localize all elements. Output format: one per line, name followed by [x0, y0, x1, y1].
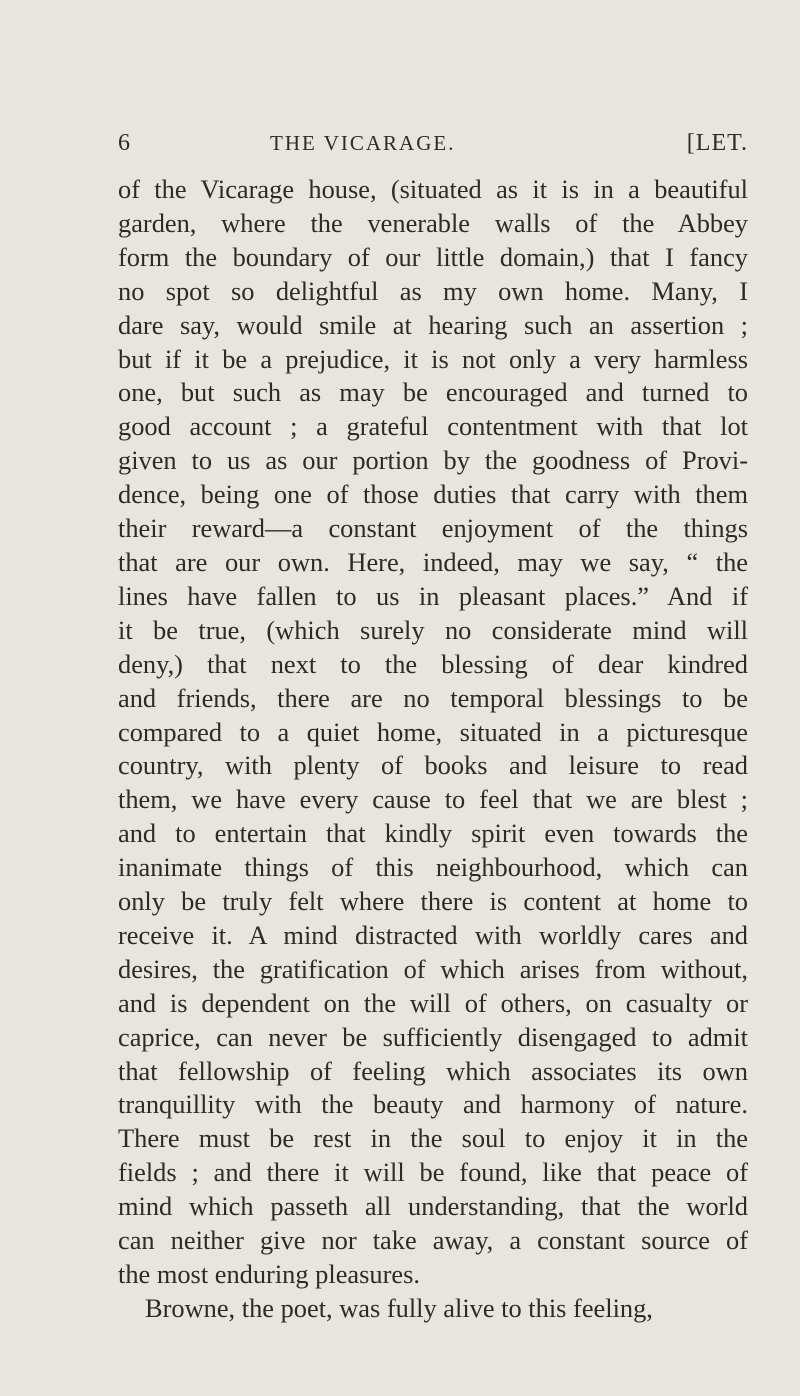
text-line: and is dependent on the will of others, on casualty or [118, 987, 748, 1018]
text-line: but if it be a prejudice, it is not only a very harmless [118, 343, 748, 374]
section-mark: [LET. [686, 130, 748, 156]
text-line: good account ; a grateful contentment with that lot [118, 411, 748, 442]
text-line: that are our own. Here, indeed, may we say, “ the [118, 546, 748, 577]
running-head [118, 130, 748, 170]
text-line: no spot so delightful as my own home. Many, I [118, 275, 748, 306]
text-line: can neither give nor take away, a constant source of [118, 1225, 748, 1256]
text-line: garden, where the venerable walls of the Abbey [118, 207, 748, 238]
text-line: desires, the gratification of which arises from without, [118, 953, 748, 984]
text-line: it be true, (which surely no considerate mind will [118, 614, 748, 645]
text-line: only be truly felt where there is content at home to [118, 886, 748, 917]
body-text [118, 173, 748, 1326]
page-number: 6 [118, 130, 131, 156]
text-line: inanimate things of this neighbourhood, which can [118, 852, 748, 883]
text-line: country, with plenty of books and leisure to read [118, 750, 748, 781]
text-line: one, but such as may be encouraged and turned to [118, 377, 748, 408]
text-line: lines have fallen to us in pleasant places.” And if [118, 580, 748, 611]
text-line: the most enduring pleasures. [118, 1259, 420, 1289]
text-line: that fellowship of feeling which associates its own [118, 1055, 748, 1086]
text-line: tranquillity with the beauty and harmony of nature. [118, 1089, 748, 1120]
text-line: and to entertain that kindly spirit even towards the [118, 818, 748, 849]
text-line: dence, being one of those duties that carry with them [118, 479, 748, 510]
text-line: of the Vicarage house, (situated as it is in a beautiful [118, 174, 748, 204]
text-line: mind which passeth all understanding, that the world [118, 1191, 748, 1222]
text-line: There must be rest in the soul to enjoy it in the [118, 1123, 748, 1154]
text-line: them, we have every cause to feel that we are blest ; [118, 784, 748, 815]
text-line: their reward—a constant enjoyment of the things [118, 513, 748, 544]
text-line: given to us as our portion by the goodness of Provi- [118, 445, 748, 476]
text-line: Browne, the poet, was fully alive to this feeling, [145, 1292, 653, 1323]
running-title: THE VICARAGE. [270, 131, 456, 155]
text-line: compared to a quiet home, situated in a picturesque [118, 716, 748, 747]
text-line: dare say, would smile at hearing such an assertion ; [118, 309, 748, 340]
text-line: fields ; and there it will be found, like that peace of [118, 1157, 748, 1188]
text-line: deny,) that next to the blessing of dear kindred [118, 648, 748, 679]
text-line: form the boundary of our little domain,) that I fancy [118, 241, 748, 272]
text-line: caprice, can never be sufficiently disengaged to admit [118, 1021, 748, 1052]
text-line: and friends, there are no temporal blessings to be [118, 682, 748, 713]
text-line: receive it. A mind distracted with worldly cares and [118, 919, 748, 950]
